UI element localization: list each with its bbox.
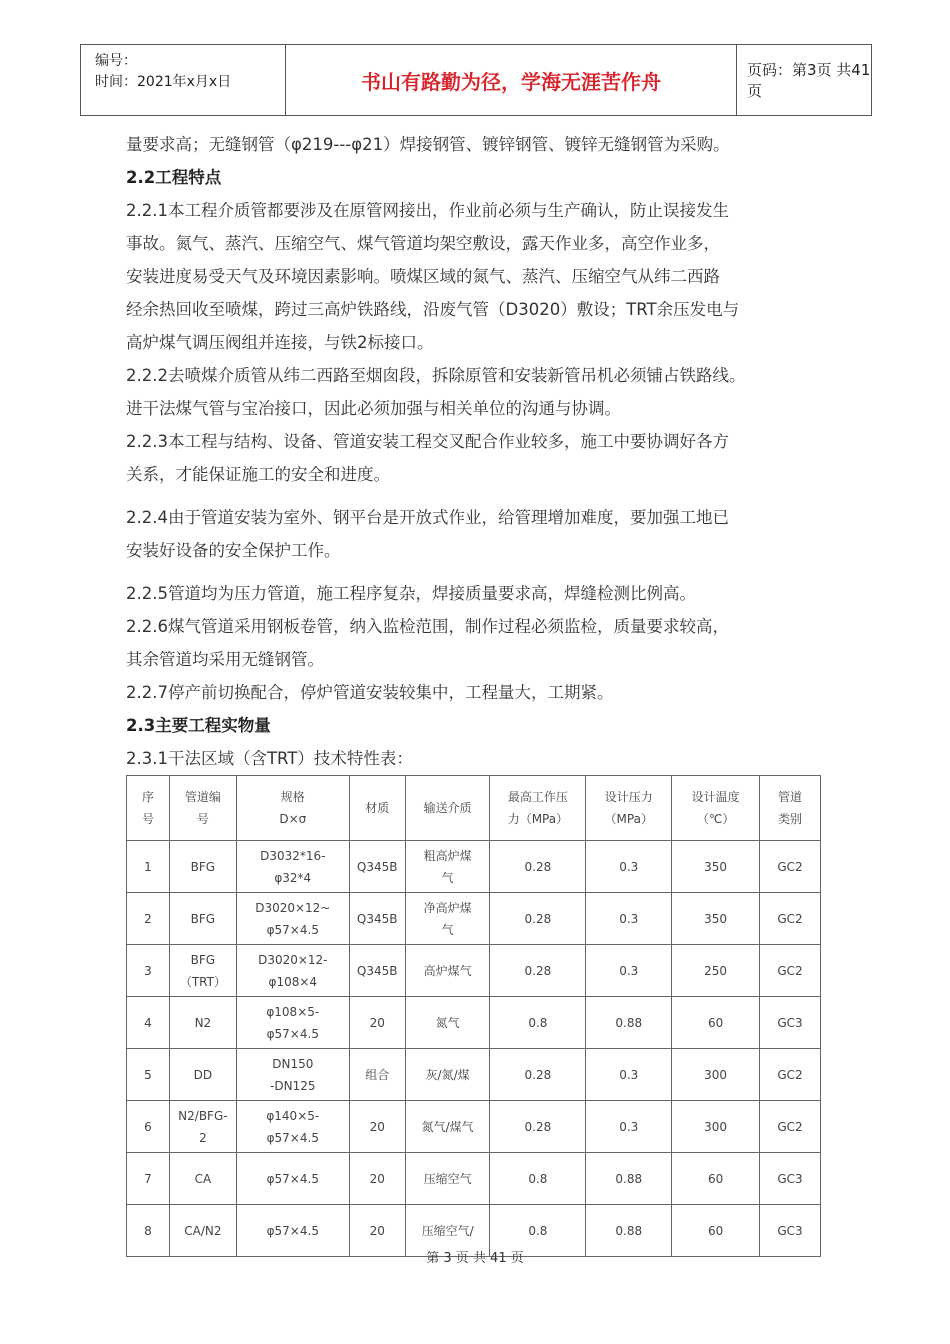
- cell-line: CA/N2: [184, 1223, 222, 1238]
- header-motto: 书山有路勤为径，学海无涯苦作舟: [286, 45, 737, 115]
- header-cell: [672, 776, 760, 841]
- table-cell: [672, 945, 760, 997]
- cell-line: 号: [196, 812, 209, 826]
- cell-line: 0.3: [619, 1067, 639, 1082]
- cell-line: 0.3: [619, 859, 639, 874]
- table-header: [127, 776, 821, 841]
- paragraph: 2.2.6煤气管道采用钢板卷管，纳入监检范围，制作过程必须监检，质量要求较高，: [126, 617, 729, 636]
- table-cell: [405, 945, 490, 997]
- cell-line: 4: [144, 1015, 152, 1030]
- cell-line: 组合: [365, 1067, 390, 1082]
- cell-line: φ57×4.5: [266, 1223, 319, 1238]
- time-label: 时间：2021年x月x日: [95, 74, 232, 90]
- spec-table: [126, 775, 821, 1257]
- cell-line: 0.28: [524, 911, 552, 926]
- table-cell: [672, 997, 760, 1049]
- paragraph: 关系，才能保证施工的安全和进度。: [126, 465, 390, 484]
- cell-line: 350: [704, 911, 728, 926]
- cell-line: GC3: [777, 1015, 803, 1030]
- cell-line: 0.28: [524, 1067, 552, 1082]
- cell-line: 0.8: [528, 1223, 548, 1238]
- section-heading: 2.2工程特点: [126, 168, 222, 187]
- table-cell: [405, 1101, 490, 1153]
- table-cell: [490, 1153, 586, 1205]
- cell-line: 类别: [778, 812, 803, 826]
- cell-line: 灰/氮/煤: [425, 1067, 470, 1082]
- cell-line: 0.88: [615, 1015, 643, 1030]
- table-row: [127, 893, 821, 945]
- paragraph: 2.2.5管道均为压力管道，施工程序复杂，焊接质量要求高，焊缝检测比例高。: [126, 584, 696, 603]
- cell-line: 设计压力: [604, 790, 653, 804]
- cell-line: D3020×12-: [258, 952, 328, 967]
- paragraph: 2.2.4由于管道安装为室外、钢平台是开放式作业，给管理增加难度，要加强工地已: [126, 508, 729, 527]
- cell-line: 7: [144, 1171, 152, 1186]
- cell-line: 压缩空气/: [421, 1223, 474, 1238]
- table-cell: [490, 945, 586, 997]
- table-cell: [349, 945, 405, 997]
- header-cell: [405, 776, 490, 841]
- cell-line: BFG: [190, 859, 216, 874]
- table-cell: [586, 893, 672, 945]
- paragraph: 经余热回收至喷煤，跨过三高炉铁路线，沿废气管（D3020）敷设；TRT余压发电与: [126, 300, 740, 319]
- paragraph: 2.2.3本工程与结构、设备、管道安装工程交叉配合作业较多，施工中要协调好各方: [126, 432, 729, 451]
- cell-line: DN150: [272, 1056, 314, 1071]
- table-cell: [760, 1049, 821, 1101]
- cell-line: 高炉煤气: [423, 963, 472, 978]
- cell-line: 力（MPa）: [507, 812, 569, 826]
- table-cell: [760, 841, 821, 893]
- cell-line: 氮气/煤气: [421, 1119, 474, 1134]
- cell-line: 0.28: [524, 859, 552, 874]
- cell-line: 20: [369, 1171, 385, 1186]
- header-cell: [127, 776, 170, 841]
- table-cell: [760, 997, 821, 1049]
- cell-line: GC3: [777, 1223, 803, 1238]
- cell-line: 0.3: [619, 1119, 639, 1134]
- table-cell: [127, 1049, 170, 1101]
- header-cell: [169, 776, 236, 841]
- table-cell: [760, 893, 821, 945]
- table-cell: [405, 893, 490, 945]
- cell-line: 250: [704, 963, 728, 978]
- cell-line: 气: [441, 922, 454, 937]
- table-cell: [490, 893, 586, 945]
- cell-line: 0.8: [528, 1171, 548, 1186]
- table-cell: [169, 997, 236, 1049]
- section-heading: 2.3主要工程实物量: [126, 716, 271, 735]
- cell-line: 材质: [365, 801, 390, 815]
- table-cell: [169, 841, 236, 893]
- header-cell: [760, 776, 821, 841]
- cell-line: Q345B: [356, 859, 398, 874]
- cell-line: 管道编: [184, 790, 221, 804]
- table-cell: [760, 1101, 821, 1153]
- cell-line: 1: [144, 859, 152, 874]
- table-cell: [760, 1153, 821, 1205]
- table-cell: [349, 1101, 405, 1153]
- table-cell: [586, 1101, 672, 1153]
- cell-line: N2: [194, 1015, 212, 1030]
- cell-line: 60: [707, 1223, 724, 1238]
- cell-line: GC2: [777, 859, 803, 874]
- cell-line: 气: [441, 870, 454, 885]
- cell-line: Q345B: [356, 963, 398, 978]
- table-cell: [490, 997, 586, 1049]
- header-cell: [586, 776, 672, 841]
- table-cell: [586, 945, 672, 997]
- table-row: [127, 1049, 821, 1101]
- cell-line: 20: [369, 1119, 385, 1134]
- paragraph: 事故。氮气、蒸汽、压缩空气、煤气管道均架空敷设，露天作业多，高空作业多，: [126, 234, 720, 253]
- page-header: [80, 44, 872, 116]
- cell-line: φ57×4.5: [266, 1171, 319, 1186]
- cell-line: 0.28: [524, 1119, 552, 1134]
- paragraph: 2.2.1本工程介质管都要涉及在原管网接出，作业前必须与生产确认，防止误接发生: [126, 201, 729, 220]
- cell-line: 0.28: [524, 963, 552, 978]
- cell-line: 号: [141, 812, 154, 826]
- table-cell: [349, 997, 405, 1049]
- table-cell: [586, 841, 672, 893]
- cell-line: 设计温度: [691, 790, 740, 804]
- cell-line: 5: [144, 1067, 152, 1082]
- table-cell: [672, 841, 760, 893]
- paragraph: 高炉煤气调压阀组并连接，与铁2标接口。: [126, 333, 434, 352]
- table-cell: [586, 1049, 672, 1101]
- table-cell: [586, 1153, 672, 1205]
- cell-line: 3: [144, 963, 152, 978]
- cell-line: CA: [194, 1171, 212, 1186]
- table-row: [127, 945, 821, 997]
- table-cell: [236, 1153, 349, 1205]
- cell-line: 2: [144, 911, 152, 926]
- cell-line: N2/BFG-: [178, 1108, 228, 1123]
- cell-line: φ140×5-: [266, 1108, 320, 1123]
- cell-line: D3032*16-: [260, 848, 326, 863]
- cell-line: φ57×4.5: [266, 1026, 319, 1041]
- table-cell: [490, 841, 586, 893]
- table-cell: [405, 1153, 490, 1205]
- table-body: [127, 841, 821, 1257]
- table-cell: [672, 1049, 760, 1101]
- cell-line: 管道: [778, 790, 803, 804]
- table-cell: [236, 1101, 349, 1153]
- table-cell: [349, 841, 405, 893]
- table-cell: [169, 1049, 236, 1101]
- paragraph: 其余管道均采用无缝钢管。: [126, 650, 324, 669]
- table-cell: [127, 1101, 170, 1153]
- cell-line: 规格: [280, 790, 305, 804]
- paragraph: 进干法煤气管与宝冶接口，因此必须加强与相关单位的沟通与协调。: [126, 399, 621, 418]
- header-row: [127, 776, 821, 841]
- table-cell: [169, 1101, 236, 1153]
- table-row: [127, 1153, 821, 1205]
- table-cell: [127, 893, 170, 945]
- table-cell: [586, 997, 672, 1049]
- cell-line: 0.3: [619, 963, 639, 978]
- table-cell: [405, 997, 490, 1049]
- page-footer: 第 3 页 共 41 页: [426, 1251, 524, 1266]
- header-cell: [236, 776, 349, 841]
- cell-line: BFG: [190, 911, 216, 926]
- cell-line: （℃）: [696, 812, 735, 826]
- table-cell: [490, 1101, 586, 1153]
- cell-line: 氮气: [435, 1015, 460, 1030]
- cell-line: 粗高炉煤: [423, 848, 472, 863]
- paragraph: 2.2.7停产前切换配合，停炉管道安装较集中，工程量大，工期紧。: [126, 683, 614, 702]
- cell-line: -DN125: [270, 1078, 316, 1093]
- cell-line: DD: [193, 1067, 213, 1082]
- cell-line: GC2: [777, 963, 803, 978]
- header-cell: [349, 776, 405, 841]
- cell-line: D3020×12~: [255, 900, 331, 915]
- cell-line: 20: [369, 1223, 385, 1238]
- cell-line: φ108×4: [268, 974, 318, 989]
- header-page-code: 页码：第3页 共41页: [747, 61, 871, 100]
- paragraph: 安装好设备的安全保护工作。: [126, 541, 341, 560]
- cell-line: 压缩空气: [423, 1171, 472, 1186]
- cell-line: 0.3: [619, 911, 639, 926]
- cell-line: 0.88: [615, 1171, 643, 1186]
- table-row: [127, 841, 821, 893]
- table-cell: [760, 945, 821, 997]
- number-label: 编号：: [95, 53, 137, 69]
- table-cell: [169, 893, 236, 945]
- cell-line: 8: [144, 1223, 152, 1238]
- cell-line: 0.88: [615, 1223, 643, 1238]
- table-cell: [672, 1153, 760, 1205]
- table-cell: [236, 893, 349, 945]
- table-cell: [349, 893, 405, 945]
- table-cell: [672, 893, 760, 945]
- paragraph: 2.3.1干法区域（含TRT）技术特性表：: [126, 749, 413, 768]
- table-cell: [236, 997, 349, 1049]
- cell-line: （MPa）: [604, 812, 653, 826]
- table-cell: [349, 1153, 405, 1205]
- cell-line: 350: [704, 859, 728, 874]
- table-cell: [349, 1049, 405, 1101]
- cell-line: GC2: [777, 1067, 803, 1082]
- cell-line: 60: [707, 1171, 724, 1186]
- cell-line: GC2: [777, 911, 803, 926]
- cell-line: 60: [707, 1015, 724, 1030]
- cell-line: 20: [369, 1015, 385, 1030]
- cell-line: （TRT）: [179, 974, 226, 989]
- table-cell: [127, 841, 170, 893]
- cell-line: 净高炉煤: [423, 900, 472, 915]
- table-cell: [169, 945, 236, 997]
- table-cell: [490, 1049, 586, 1101]
- cell-line: 6: [144, 1119, 152, 1134]
- cell-line: φ57×4.5: [266, 1130, 319, 1145]
- cell-line: 最高工作压: [507, 790, 568, 804]
- header-cell: [490, 776, 586, 841]
- table-cell: [672, 1101, 760, 1153]
- paragraph: 2.2.2去喷煤介质管从纬二西路至烟囱段，拆除原管和安装新管吊机必须铺占铁路线。: [126, 366, 746, 385]
- cell-line: GC3: [777, 1171, 803, 1186]
- cell-line: 序: [141, 790, 154, 804]
- cell-line: Q345B: [356, 911, 398, 926]
- header-meta: [81, 45, 286, 115]
- cell-line: φ108×5-: [266, 1004, 320, 1019]
- table-cell: [127, 945, 170, 997]
- cell-line: 300: [704, 1119, 728, 1134]
- cell-line: 0.8: [528, 1015, 548, 1030]
- table-cell: [236, 1049, 349, 1101]
- cell-line: φ32*4: [274, 870, 312, 885]
- document-body: [126, 128, 846, 775]
- table-cell: [169, 1153, 236, 1205]
- table-cell: [127, 1153, 170, 1205]
- table-cell: [236, 945, 349, 997]
- cell-line: BFG: [190, 952, 216, 967]
- cell-line: D×σ: [279, 812, 307, 826]
- cell-line: GC2: [777, 1119, 803, 1134]
- paragraph: 安装进度易受天气及环境因素影响。喷煤区域的氮气、蒸汽、压缩空气从纬二西路: [126, 267, 720, 286]
- table-row: [127, 997, 821, 1049]
- table-cell: [405, 1049, 490, 1101]
- cell-line: 输送介质: [423, 801, 472, 815]
- cell-line: φ57×4.5: [266, 922, 319, 937]
- table-cell: [127, 997, 170, 1049]
- paragraph: 量要求高；无缝钢管（φ219---φ21）焊接钢管、镀锌钢管、镀锌无缝钢管为采购。: [126, 135, 730, 154]
- cell-line: 2: [199, 1130, 207, 1145]
- table-cell: [405, 841, 490, 893]
- table-row: [127, 1101, 821, 1153]
- table-cell: [236, 841, 349, 893]
- cell-line: 300: [704, 1067, 728, 1082]
